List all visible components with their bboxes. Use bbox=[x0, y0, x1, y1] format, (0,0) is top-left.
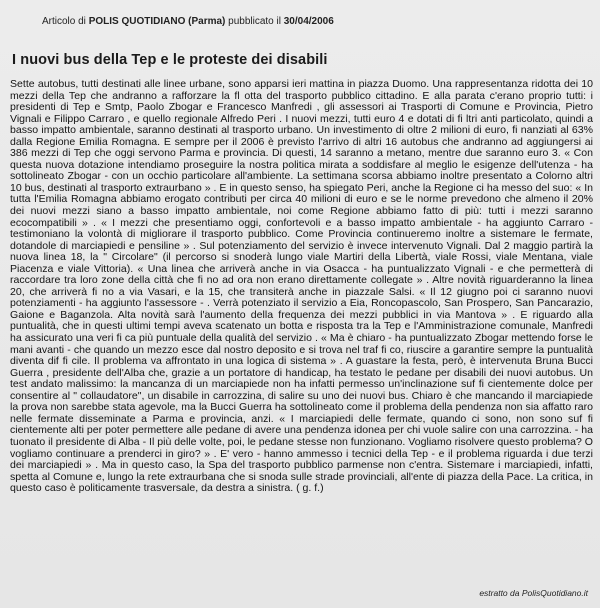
header-prefix: Articolo di bbox=[42, 16, 89, 27]
article-title: I nuovi bus della Tep e le proteste dei disabili bbox=[12, 52, 328, 68]
header-date: 30/04/2006 bbox=[283, 16, 334, 27]
header-source: POLIS QUOTIDIANO (Parma) bbox=[88, 16, 226, 27]
footer-credit: estratto da PolisQuotidiano.it bbox=[479, 588, 588, 598]
article-source-header bbox=[42, 16, 334, 27]
article-body: Sette autobus, tutti destinati alle linee urbane, sono apparsi ieri mattina in piazza Duomo. Una rappresentanza ridotta dei 10 mezzi della Tep che andranno a rafforzare la fl otta del trasporto pubblico cittadino. E alla parata c'erano proprio tutti: i presidenti di Tep e Smtp, Paolo Zbogar e Francesco Manfredi , gli assessori ai Trasporti di Comune e Provincia, Pietro Vignali e Filippo Carraro , e quello regionale Alfredo Peri . I nuovi mezzi, tutti euro 4 e dotati di fi ltri anti particolato, quindi a basso impatto ambientale, saranno destinati al trasporto urbano. Un investimento di oltre 2 milioni di euro, fi nanziati al 63% dalla Regione Emilia Romagna. E sempre per il 2006 è previsto l'arrivo di altri 16 autobus che andranno ad aggiungersi ai 386 mezzi di Tep che oggi servono Parma e provincia. Di questi, 14 saranno a metano, mentre due saranno euro 3. « Con questa nuova dotazione intendiamo proseguire la nostra politica mirata a soddisfare al meglio le esigenze dell'utenza - ha sottolineato Zbogar - con un occhio particolare all'ambiente. La settimana scorsa abbiamo inoltre presentato a Colorno altri 10 bus, destinati al trasporto extraurbano » . E in questo senso, ha spiegato Peri, anche la Regione ci ha messo del suo: « In tutta l'Emilia Romagna abbiamo erogato contributi per circa 40 milioni di euro e se le norme prevedono che almeno il 20% dei nuovi mezzi siano a basso impatto ambientale, noi come Regione abbiamo fatto di più: tutti i mezzi saranno ecocompatibili » . « I mezzi che presentiamo oggi, confortevoli e a basso impatto ambientale - ha aggiunto Carraro - testimoniano la volontà di migliorare il trasporto pubblico. Come Provincia continueremo inoltre a sistemare le fermate, dotandole di marciapiedi e pensiline » . Sul potenziamento del servizio è invece intervenuto Vignali. Dal 2 maggio partirà la nuova linea 18, la " Circolare" (il percorso si snoderà lungo viale Martiri della Libertà, viale Rossi, viale Mentana, viale Piacenza e viale Vittoria). « Una linea che arriverà anche in via Osacca - ha puntualizzato Vignali - e che permetterà di raccordare tra loro zone della città che fi no ad ora non erano direttamente collegate » . Altre novità riguarderanno la linea 20, che arriverà fi no a via Vasari, e la 15, che transiterà anche in piazzale Salsi. « Il 12 giugno poi ci saranno nuovi potenziamenti - ha aggiunto l'assessore - . Verrà potenziato il servizio a Eia, Roncopascolo, San Prospero, San Pancarazio, Gaione e Baganzola. Alta novità sarà l'aumento della frequenza dei mezzi pubblici in via Mantova » . E riguardo alla puntualità, che in questi ultimi tempi aveva scatenato un botta e risposta tra la Tep e l'Amministrazione comunale, Manfredi ha assicurato una veri fi ca più puntuale della qualità del servizio . « Ma è chiaro - ha puntualizzato Zbogar mettendo forse le mani avanti - che quando un mezzo esce dal nostro deposito e si trova nel traf fi co, riuscire a garantire sempre la puntualità diventa dif fi cile. Il problema va affrontato in una logica di sistema » . A guastare la festa, però, è intervenuta Bruna Bucci Guerra , presidente dell'Alba che, grazie a un portatore di handicap, ha testato le pedane per disabili dei nuovi autobus. Un test andato malissimo: la mancanza di un marciapiede non ha infatti permesso un'inclinazione suf fi cientemente dolce per consentire al " collaudatore", un disabile in carrozzina, di salire su uno dei nuovi bus. Chiaro è che mancando il marciapiede la prova non sarebbe stata agevole, ma la Bucci Guerra ha sottolineato come il problema della pendenza non sia affatto raro nelle fermate disseminate a Parma e provincia, anzi. « I marciapiedi delle fermate, quando ci sono, non sono suf fi cientemente alti per poter permettere alle pedane di avere una pendenza idonea per chi vuole salire con una carrozzina. - ha tuonato il presidente di Alba - Il più delle volte, poi, le pedane stesse non funzionano. Vogliamo risolvere questo problema? O vogliamo continuare a prenderci in giro? » . E' vero - hanno ammesso i tecnici della Tep - e il problema riguarda i due terzi dei marciapiedi » . Ma in questo caso, la Spa del trasporto pubblico parmense non c'entra. Sistemare i marciapiedi, infatti, spetta al Comune e, lungo la rete extraurbana che si snoda sulle strade provinciali, all'ente di piazza della Pace. La critica, in questo caso è politicamente trasversale, da destra a sinistra. ( g. f.) bbox=[10, 78, 593, 495]
header-middle: pubblicato il bbox=[225, 16, 284, 27]
